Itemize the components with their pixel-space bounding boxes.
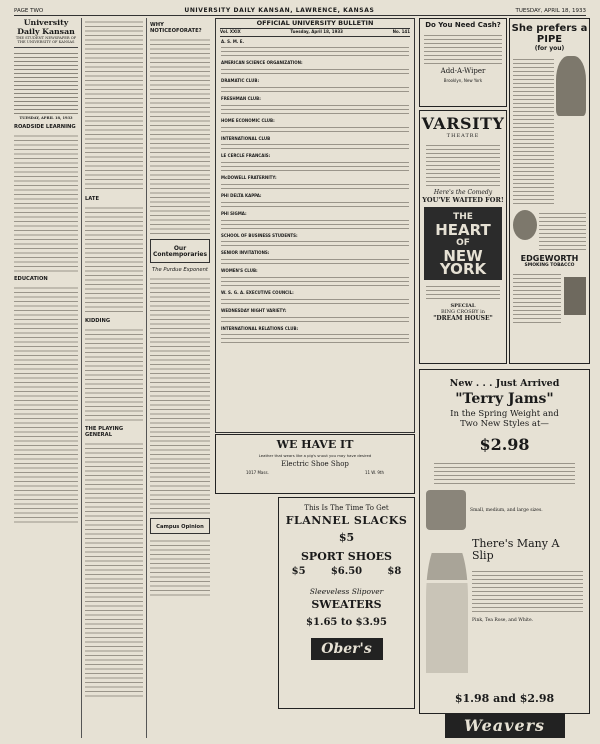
weavers-logo: Weavers — [445, 713, 565, 738]
varsity-theatre-ad — [419, 110, 507, 364]
bulletin-item-text — [221, 199, 409, 209]
bulletin-item-heading: SENIOR INVITATIONS: — [221, 250, 270, 256]
bulletin-item-text — [221, 181, 409, 191]
have-title: WE HAVE IT — [276, 438, 354, 451]
obers-logo: Ober's — [311, 638, 383, 660]
article-text — [85, 18, 143, 192]
shoe-price-3: $8 — [387, 566, 402, 577]
varsity-special: SPECIAL — [450, 303, 476, 309]
column-3 — [150, 18, 210, 738]
bulletin-item-heading: W. S. G. A. EXECUTIVE COUNCIL: — [221, 289, 294, 295]
varsity-title: VARSITY — [421, 114, 505, 133]
flannel-price: $5 — [338, 531, 355, 544]
weavers-ad — [419, 369, 590, 735]
bulletin-item-heading: WEDNESDAY NIGHT VARIETY: — [221, 307, 287, 313]
cash-product: Add-A-Wiper — [440, 67, 486, 75]
bulletin-item-text — [221, 314, 409, 324]
pipe-tag: SMOKING TOBACCO — [524, 263, 575, 268]
bulletin-title: OFFICIAL UNIVERSITY BULLETIN — [256, 19, 374, 27]
electric-shoe-shop-ad — [215, 434, 415, 494]
bulletin-number: No. 141 — [392, 28, 410, 34]
bulletin-item-text — [221, 159, 409, 173]
bulletin-item-heading: INTERNATIONAL CLUB — [221, 135, 271, 141]
col3-heading-3: The Purdue Exponent — [152, 267, 208, 273]
cash-city: Brooklyn, New York — [443, 78, 483, 83]
bulletin-item-heading: DRAMATIC CLUB: — [221, 78, 260, 84]
have-address-row — [216, 468, 414, 477]
edgeworth-pipe-ad — [509, 18, 590, 364]
shoe-price-2: $6.50 — [330, 566, 363, 577]
column-2 — [85, 18, 143, 738]
bulletin-item-heading: HOME ECONOMIC CLUB: — [221, 117, 275, 123]
bulletin-item-heading: SCHOOL OF BUSINESS STUDENTS: — [221, 232, 298, 238]
bulletin-item-heading: AMERICAN SCIENCE ORGANIZATION: — [221, 60, 303, 66]
need-cash-ad — [419, 18, 507, 107]
bulletin-item-text — [221, 44, 409, 58]
bulletin-item-heading: A. S. M. E. — [221, 38, 245, 44]
heart-w4: NEW — [443, 247, 483, 265]
terry-line2: "Terry Jams" — [455, 391, 554, 407]
ad-text — [472, 568, 583, 612]
article-text — [14, 284, 78, 524]
pajama-illustration — [426, 490, 466, 530]
campus-opinion-title: Campus Opinion — [156, 524, 204, 530]
ad-text — [426, 142, 500, 186]
bulletin-meta — [220, 28, 410, 37]
terry-line4: Two New Styles at— — [460, 419, 549, 429]
pipe-photo-row — [513, 56, 586, 206]
paper-name: UNIVERSITY DAILY KANSAN, LAWRENCE, KANSAS — [184, 7, 375, 14]
bulletin-item-heading: WOMEN'S CLUB: — [221, 268, 258, 274]
flannel-title: FLANNEL SLACKS — [285, 514, 408, 527]
col2-heading-1: LATE — [85, 196, 99, 202]
heart-w5: YORK — [439, 260, 487, 278]
bulletin-item-text — [221, 217, 409, 231]
issue-date: TUESDAY, APRIL 18, 1933 — [515, 7, 586, 14]
contemporaries-box — [150, 239, 210, 263]
masthead-subtitle: THE STUDENT NEWSPAPER OF THE UNIVERSITY OF KANSAS — [15, 36, 77, 45]
shoe-prices — [279, 566, 414, 577]
varsity-dream: "DREAM HOUSE" — [433, 315, 493, 322]
slip-sizes: Pink, Tea Rose, and White. — [472, 618, 534, 623]
masthead — [14, 18, 78, 48]
man-photo — [513, 210, 537, 240]
bulletin-item-heading: McDOWELL FRATERNITY: — [221, 175, 277, 181]
have-line: Leather that wears like a pig's snout you may have desired — [258, 453, 372, 458]
article-text — [14, 132, 78, 272]
terry-sizes: Small, medium, and large sizes. — [470, 508, 543, 513]
page-number: PAGE TWO — [14, 7, 44, 14]
ad-text — [434, 460, 575, 486]
woman-photo — [556, 56, 586, 116]
terry-price: $2.98 — [479, 435, 530, 454]
heart-of-new-york-banner — [424, 207, 502, 280]
col2-heading-2: KIDDING — [85, 318, 111, 324]
pipe-title: She prefers a PIPE — [511, 23, 588, 45]
campus-opinion-box — [150, 518, 210, 534]
article-text — [150, 36, 210, 236]
bulletin-body — [216, 40, 414, 346]
terry-line1: New . . . Just Arrived — [449, 378, 560, 389]
sweaters-intro: Sleeveless Slipover — [309, 587, 384, 596]
bulletin-item-text — [221, 124, 409, 134]
article-text — [150, 537, 210, 597]
col2-heading-3: THE PLAYING GENERAL — [85, 426, 124, 438]
bulletin-item-heading: INTERNATIONAL RELATIONS CLUB: — [221, 325, 299, 331]
terry-image-row — [426, 490, 583, 530]
slip-row — [426, 538, 583, 688]
tobacco-tin-icon — [564, 277, 586, 315]
woman-illustration — [426, 538, 468, 688]
slip-title: There's Many A Slip — [472, 537, 560, 562]
bulletin-item-text — [221, 66, 409, 76]
ad-text — [513, 56, 554, 206]
slip-text — [472, 538, 583, 688]
bulletin-item-heading: PHI SIGMA: — [221, 210, 247, 216]
article-text — [85, 440, 143, 700]
bulletin-item-heading: FRESHMAN CLUB: — [221, 95, 261, 101]
staff-listing — [14, 50, 78, 114]
col1-heading-2: EDUCATION — [14, 276, 48, 283]
bulletin-item-text — [221, 296, 409, 306]
bulletin-item-text — [221, 102, 409, 116]
slip-prices: $1.98 and $2.98 — [454, 692, 555, 705]
column-rule — [81, 18, 82, 738]
sport-shoes-title: SPORT SHOES — [300, 550, 392, 563]
bulletin-volume: Vol. XXIX — [220, 28, 241, 34]
ad-text — [424, 32, 502, 64]
obers-ad — [278, 497, 415, 709]
col3-heading-1: WHY NOTICEOFORATE? — [150, 22, 202, 34]
pipe-bottom — [513, 271, 586, 323]
pipe-sub: (for you) — [534, 45, 565, 52]
terry-line3: In the Spring Weight and — [450, 409, 559, 419]
column-rule — [146, 18, 147, 738]
varsity-line2: YOU'VE WAITED FOR! — [422, 196, 504, 204]
cash-title: Do You Need Cash? — [425, 21, 501, 29]
bulletin-item-heading: PHI DELTA KAPPA: — [221, 192, 262, 198]
bulletin-item-text — [221, 256, 409, 266]
heart-w2: HEART — [435, 221, 491, 239]
varsity-bing: BING CROSBY in — [440, 309, 486, 315]
bulletin-item-heading: LE CERCLE FRANCAIS: — [221, 153, 271, 159]
flannel-intro: This Is The Time To Get — [304, 504, 389, 512]
heart-w3: OF — [456, 238, 470, 248]
have-shop: Electric Shoe Shop — [281, 460, 349, 468]
col3-heading-2: Our Contemporaries — [152, 245, 208, 258]
official-bulletin — [215, 18, 415, 433]
pipe-photo-row-2 — [513, 210, 586, 250]
bulletin-item-text — [221, 84, 409, 94]
ad-text — [426, 283, 500, 301]
sweaters-title: SWEATERS — [311, 598, 382, 611]
col1-heading-1: ROADSIDE LEARNING — [14, 124, 76, 131]
ad-text — [513, 271, 561, 323]
article-text — [150, 275, 210, 515]
bulletin-item-text — [221, 274, 409, 288]
shoe-price-1: $5 — [291, 566, 306, 577]
column-1 — [14, 18, 78, 738]
ad-text — [539, 210, 586, 250]
page-header — [14, 6, 586, 16]
masthead-title: University Daily Kansan — [17, 18, 75, 36]
have-phone: 11 W. 9th — [364, 470, 384, 475]
sweater-prices: $1.65 to $3.95 — [306, 617, 387, 628]
have-address: 1017 Mass. — [246, 470, 269, 475]
bulletin-item-text — [221, 141, 409, 151]
varsity-sub: THEATRE — [446, 133, 480, 139]
bulletin-item-text — [221, 238, 409, 248]
bulletin-day: Tuesday, April 18, 1933 — [290, 28, 343, 34]
article-text — [85, 326, 143, 422]
masthead-dateline: TUESDAY, APRIL 18, 1933 — [19, 115, 73, 120]
article-text — [85, 204, 143, 314]
varsity-line1: Here's the Comedy — [433, 189, 493, 196]
pipe-brand: EDGEWORTH — [520, 254, 579, 263]
heart-w1: THE — [453, 212, 473, 222]
bulletin-item-text — [221, 331, 409, 345]
